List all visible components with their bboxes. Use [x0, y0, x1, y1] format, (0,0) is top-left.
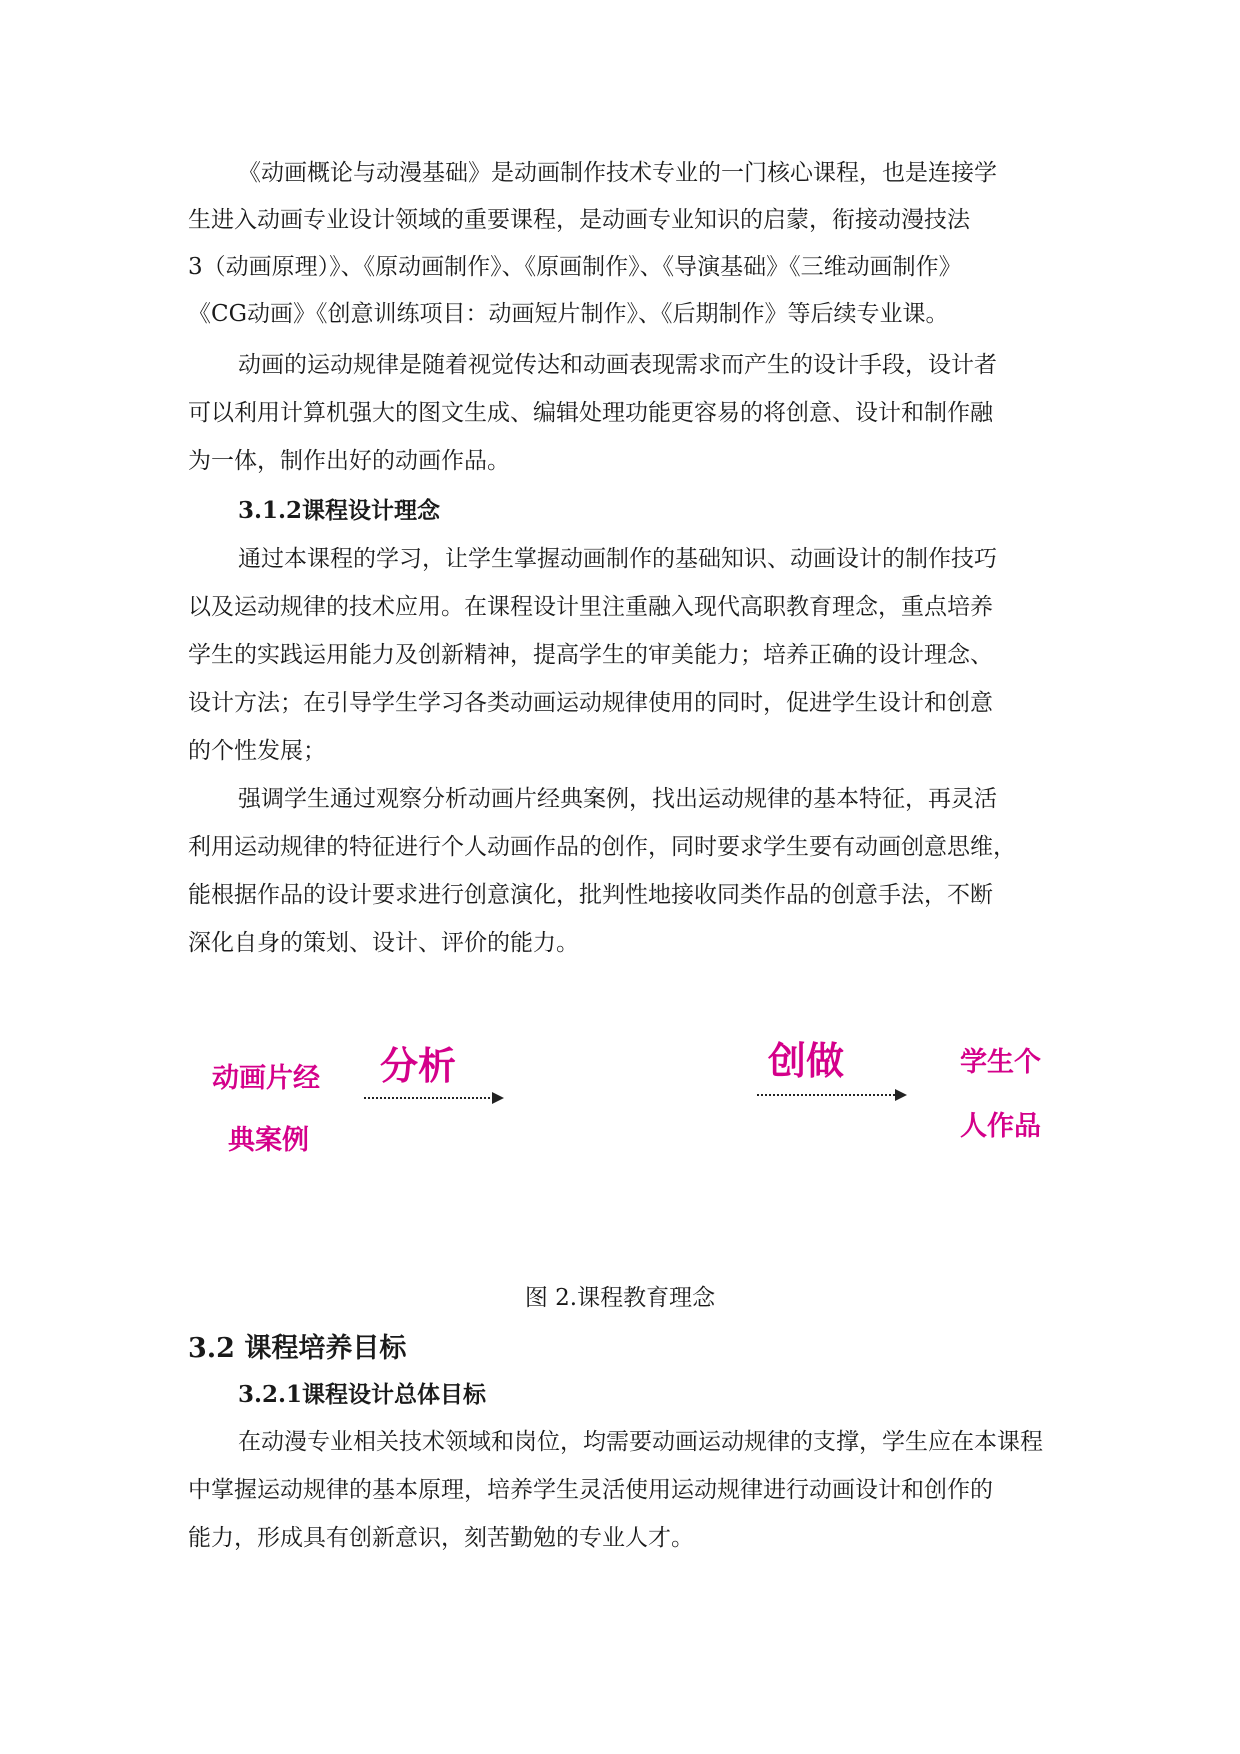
paragraph-line: 《CG动画》《创意训练项目：动画短片制作》、《后期制作》等后续专业课。 — [188, 301, 949, 327]
paragraph-line: 强调学生通过观察分析动画片经典案例，找出运动规律的基本特征，再灵活 — [238, 786, 997, 812]
paragraph-line: 动画的运动规律是随着视觉传达和动画表现需求而产生的设计手段，设计者 — [238, 352, 997, 378]
paragraph-line: 可以利用计算机强大的图文生成、编辑处理功能更容易的将创意、设计和制作融 — [188, 400, 993, 426]
paragraph-line: 学生的实践运用能力及创新精神，提高学生的审美能力；培养正确的设计理念、 — [188, 642, 993, 668]
paragraph-line: 的个性发展； — [188, 738, 326, 764]
diagram-step-analyze: 分析 — [380, 1044, 457, 1088]
figure-caption: 图 2.课程教育理念 — [524, 1285, 716, 1311]
paragraph-line: 为一体，制作出好的动画作品。 — [188, 448, 510, 474]
subheading-overall-goals: 3.2.1课程设计总体目标 — [238, 1381, 487, 1408]
paragraph-line: 能力，形成具有创新意识，刻苦勤勉的专业人才。 — [188, 1525, 694, 1551]
paragraph-line: 通过本课程的学习，让学生掌握动画制作的基础知识、动画设计的制作技巧 — [238, 546, 997, 572]
arrow-right-icon — [364, 1090, 506, 1106]
paragraph-line: 利用运动规律的特征进行个人动画作品的创作，同时要求学生要有动画创意思维， — [188, 834, 1016, 860]
paragraph-line: 深化自身的策划、设计、评价的能力。 — [188, 930, 579, 956]
diagram-source-line2: 典案例 — [228, 1125, 309, 1156]
diagram-target-line2: 人作品 — [960, 1111, 1041, 1142]
paragraph-line: 生进入动画专业设计领域的重要课程，是动画专业知识的启蒙，衔接动漫技法 — [188, 207, 970, 233]
paragraph-line: 中掌握运动规律的基本原理，培养学生灵活使用运动规律进行动画设计和创作的 — [188, 1477, 993, 1503]
diagram-target-line1: 学生个 — [960, 1047, 1041, 1078]
paragraph-line: 设计方法；在引导学生学习各类动画运动规律使用的同时，促进学生设计和创意 — [188, 690, 993, 716]
arrow-right-icon — [757, 1087, 909, 1103]
paragraph-line: 能根据作品的设计要求进行创意演化，批判性地接收同类作品的创意手法，不断 — [188, 882, 993, 908]
diagram-source-line1: 动画片经 — [212, 1063, 320, 1094]
paragraph-line: 《动画概论与动漫基础》是动画制作技术专业的一门核心课程，也是连接学 — [238, 160, 997, 186]
paragraph-line: 在动漫专业相关技术领域和岗位，均需要动画运动规律的支撑，学生应在本课程 — [238, 1429, 1043, 1455]
diagram-step-create: 创做 — [768, 1039, 845, 1083]
paragraph-line: 以及运动规律的技术应用。在课程设计里注重融入现代高职教育理念，重点培养 — [188, 594, 993, 620]
section-heading-training-goals: 3.2 课程培养目标 — [188, 1333, 407, 1364]
paragraph-line: 3（动画原理）》、《原动画制作》、《原画制作》、《导演基础》《三维动画制作》 — [188, 254, 962, 280]
subheading-design-concept: 3.1.2课程设计理念 — [238, 497, 441, 524]
